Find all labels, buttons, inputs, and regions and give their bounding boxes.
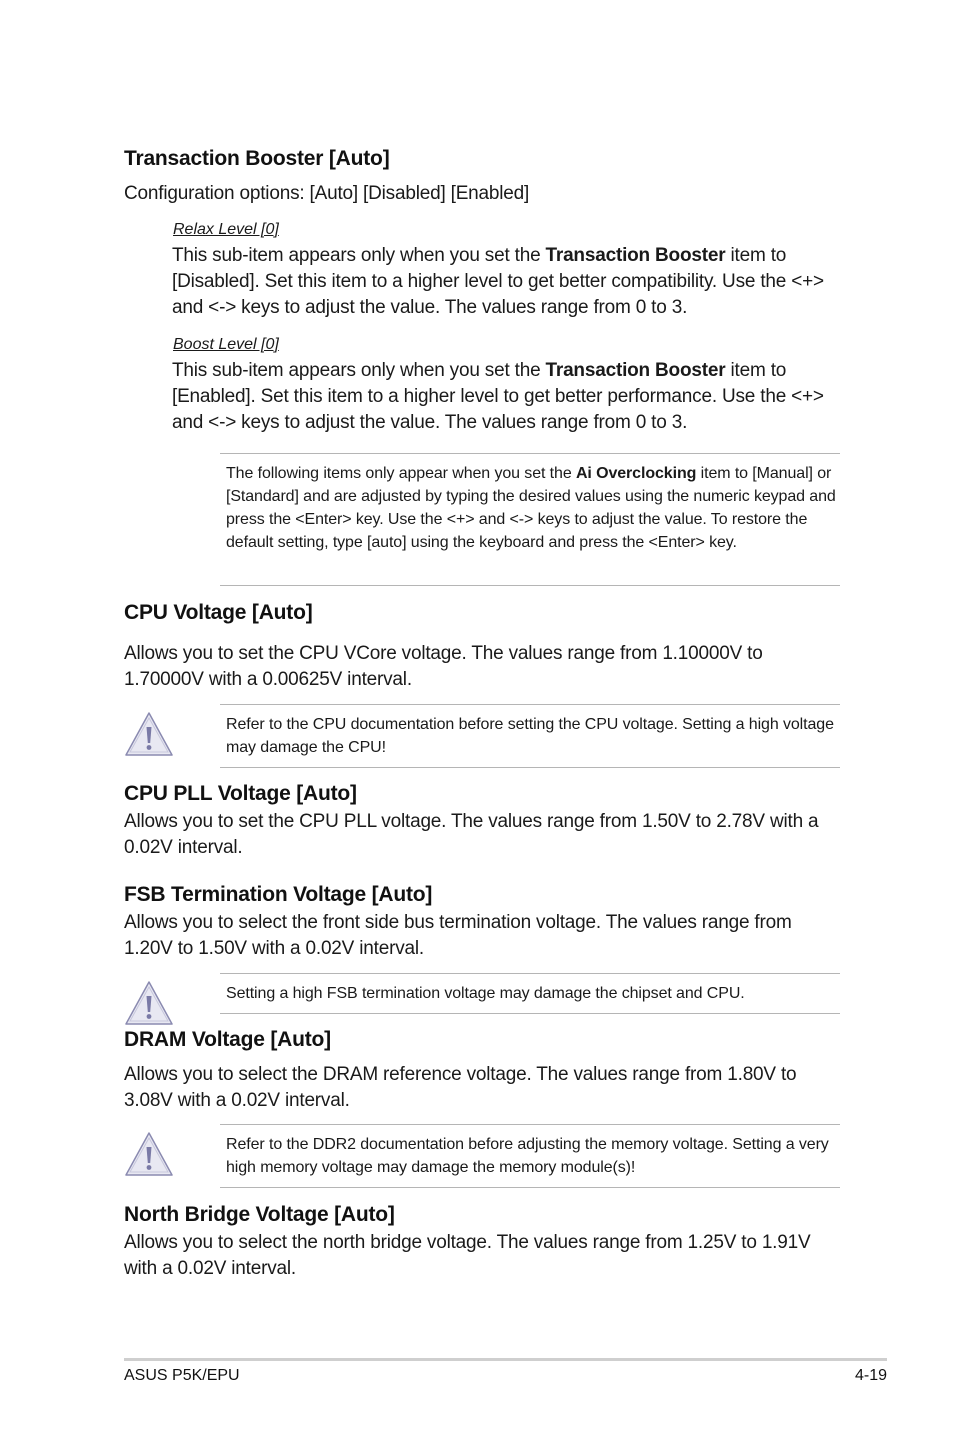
cpu-voltage-caution: Refer to the CPU documentation before setting the CPU voltage. Setting a high voltage may damage the CPU! <box>226 716 834 756</box>
caution-top-rule <box>220 704 840 705</box>
heading-cpu-pll-voltage: CPU PLL Voltage [Auto] <box>124 782 357 805</box>
fsb-termination-caution: Setting a high FSB termination voltage may damage the chipset and CPU. <box>226 985 745 1002</box>
config-options: Configuration options: [Auto] [Disabled] [Enabled] <box>124 183 530 204</box>
cpu-voltage-description: Allows you to set the CPU VCore voltage. The values range from 1.10000V to 1.70000V with a 0.00625V interval. <box>124 643 763 690</box>
north-bridge-description: Allows you to select the north bridge voltage. The values range from 1.25V to 1.91V with a 0.02V interval. <box>124 1232 811 1279</box>
relax-level-label: Relax Level [0] <box>173 221 279 238</box>
caution-icon <box>123 979 175 1027</box>
dram-voltage-caution: Refer to the DDR2 documentation before adjusting the memory voltage. Setting a very high memory voltage may damage the memory module(s)! <box>226 1136 829 1176</box>
boost-level-label: Boost Level [0] <box>173 336 279 353</box>
heading-fsb-termination-voltage: FSB Termination Voltage [Auto] <box>124 883 433 906</box>
footer-page-number: 4-19 <box>854 1367 887 1384</box>
heading-transaction-booster: Transaction Booster [Auto] <box>124 147 390 170</box>
heading-cpu-voltage: CPU Voltage [Auto] <box>124 601 313 624</box>
heading-dram-voltage: DRAM Voltage [Auto] <box>124 1028 331 1051</box>
footer-rule <box>124 1358 887 1361</box>
note-top-rule <box>220 453 840 454</box>
boost-level-description: This sub-item appears only when you set the Transaction Booster item to [Enabled]. Set this item to a higher level to get better performance. Use the <+> and <-> keys to adjust the value. The values range from 0 to 3. <box>172 360 824 433</box>
caution-bottom-rule <box>220 767 840 768</box>
caution-icon <box>123 1130 175 1178</box>
overclock-note: The following items only appear when you set the Ai Overclocking item to [Manual] or [Standard] and are adjusted by typing the desired values using the numeric keypad and press the <Enter> key. Use the <+> and <-> keys to adjust the value. To restore the default setting, type [auto] using the keyboard and press the <Enter> key. <box>226 465 836 551</box>
relax-level-description: This sub-item appears only when you set the Transaction Booster item to [Disabled]. Set this item to a higher level to get better compatibility. Use the <+> and <-> keys to adjust the value. The values range from 0 to 3. <box>172 245 824 318</box>
caution-bottom-rule <box>220 1013 840 1014</box>
caution-top-rule <box>220 973 840 974</box>
cpu-pll-description: Allows you to set the CPU PLL voltage. The values range from 1.50V to 2.78V with a 0.02V interval. <box>124 811 819 858</box>
caution-bottom-rule <box>220 1187 840 1188</box>
heading-north-bridge-voltage: North Bridge Voltage [Auto] <box>124 1203 395 1226</box>
note-bottom-rule <box>220 585 840 586</box>
footer-product-name: ASUS P5K/EPU <box>124 1367 240 1384</box>
caution-icon <box>123 710 175 758</box>
fsb-termination-description: Allows you to select the front side bus termination voltage. The values range from 1.20V to 1.50V with a 0.02V interval. <box>124 912 792 959</box>
dram-voltage-description: Allows you to select the DRAM reference voltage. The values range from 1.80V to 3.08V with a 0.02V interval. <box>124 1064 797 1111</box>
caution-top-rule <box>220 1124 840 1125</box>
